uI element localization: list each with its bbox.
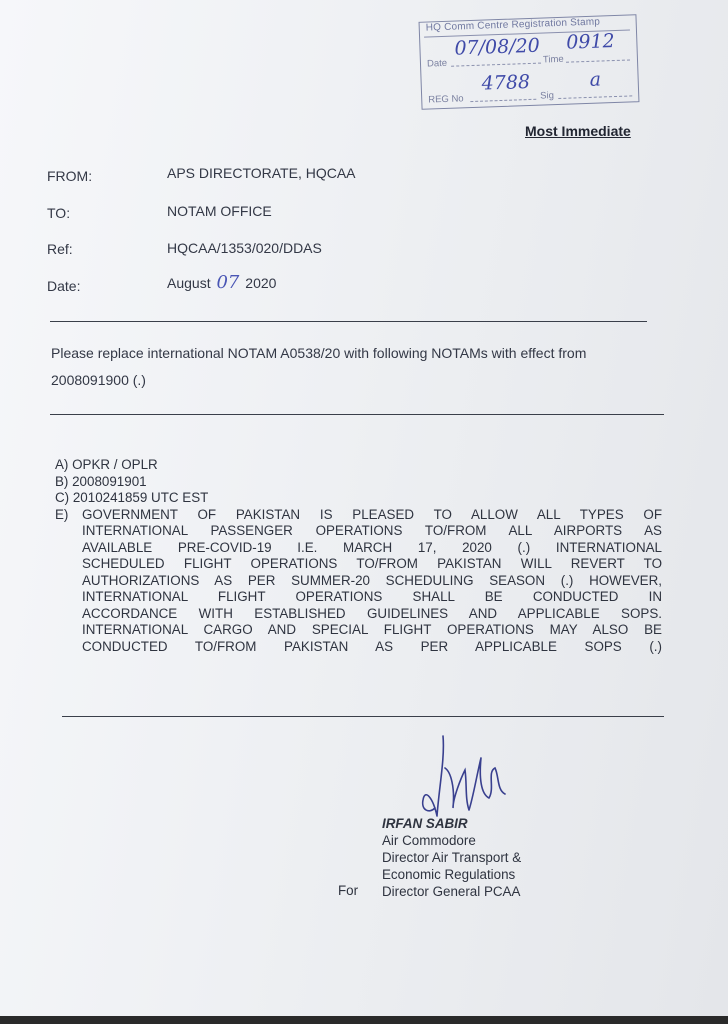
notam-body <box>55 457 665 657</box>
notam-field-e <box>55 507 665 657</box>
divider-2 <box>50 414 664 415</box>
ref-label: Ref: <box>47 241 73 257</box>
stamp-title: HQ Comm Centre Registration Stamp <box>425 16 601 34</box>
handwritten-signature <box>415 728 525 828</box>
stamp-sig-value: a <box>589 68 602 91</box>
notam-e-line: INTERNATIONAL FLIGHT OPERATIONS SHALL BE CONDUCTED IN <box>82 589 662 604</box>
to-value: NOTAM OFFICE <box>167 203 272 219</box>
stamp-reg-value: 4788 <box>481 70 531 95</box>
stamp-time-label: Time <box>542 53 564 66</box>
intro-line-2: 2008091900 (.) <box>51 372 146 388</box>
stamp-reg-line <box>470 99 536 102</box>
intro-paragraph <box>51 340 663 394</box>
stamp-date-label: Date <box>426 57 448 70</box>
priority-label: Most Immediate <box>525 123 631 139</box>
signatory-rank: Air Commodore <box>382 833 476 848</box>
notam-e-line: INTERNATIONAL PASSENGER OPERATIONS TO/FROM ALL AIRPORTS AS <box>82 523 662 538</box>
notam-e-line: GOVERNMENT OF PAKISTAN IS PLEASED TO ALLOW ALL TYPES OF <box>82 506 662 522</box>
signatory-block <box>382 815 521 900</box>
for-label: For <box>338 883 359 898</box>
stamp-time-value: 0912 <box>565 30 616 54</box>
signatory-title-2: Economic Regulations <box>382 867 516 882</box>
notam-e-line: SCHEDULED FLIGHT OPERATIONS TO/FROM PAKISTAN WILL REVERT TO <box>82 556 662 571</box>
notam-e-text <box>82 507 662 656</box>
notam-e-line: AVAILABLE PRE-COVID-19 I.E. MARCH 17, 2020 (.) INTERNATIONAL <box>82 539 662 555</box>
date-month: August <box>167 275 211 291</box>
stamp-sig-line <box>558 95 632 99</box>
notam-e-line-last: CONDUCTED TO/FROM PAKISTAN AS PER APPLICABLE SOPS (.) <box>82 638 662 654</box>
from-value: APS DIRECTORATE, HQCAA <box>167 165 356 181</box>
ref-value: HQCAA/1353/020/DDAS <box>167 240 322 256</box>
notam-field-b: B) 2008091901 <box>55 473 147 489</box>
stamp-date-line <box>451 63 541 67</box>
registration-stamp <box>419 14 640 110</box>
stamp-reg-label: REG No <box>428 93 464 106</box>
date-day-handwritten: 07 <box>216 272 240 293</box>
date-year: 2020 <box>245 275 277 291</box>
notam-field-c: C) 2010241859 UTC EST <box>55 490 209 505</box>
intro-line-1: Please replace international NOTAM A0538/20 with following NOTAMs with effect from <box>51 345 587 361</box>
signatory-name: IRFAN SABIR <box>382 816 468 831</box>
notam-e-line: ACCORDANCE WITH ESTABLISHED GUIDELINES AND APPLICABLE SOPS. <box>82 605 662 621</box>
signatory-title-3: Director General PCAA <box>382 884 521 899</box>
notam-e-line: INTERNATIONAL CARGO AND SPECIAL FLIGHT OPERATIONS MAY ALSO BE <box>82 622 662 637</box>
date-label: Date: <box>47 278 81 294</box>
stamp-sig-label: Sig <box>540 90 555 102</box>
notam-field-a: A) OPKR / OPLR <box>55 457 158 472</box>
notam-e-line: AUTHORIZATIONS AS PER SUMMER-20 SCHEDULING SEASON (.) HOWEVER, <box>82 572 662 588</box>
signatory-title-1: Director Air Transport & <box>382 850 522 865</box>
divider-1 <box>50 321 647 322</box>
date-value <box>167 272 276 293</box>
stamp-date-value: 07/08/20 <box>454 34 541 60</box>
from-label: FROM: <box>47 168 93 184</box>
notam-e-label: E) <box>55 506 69 522</box>
to-label: TO: <box>47 205 71 221</box>
divider-3 <box>62 716 664 717</box>
stamp-time-line <box>566 59 630 62</box>
